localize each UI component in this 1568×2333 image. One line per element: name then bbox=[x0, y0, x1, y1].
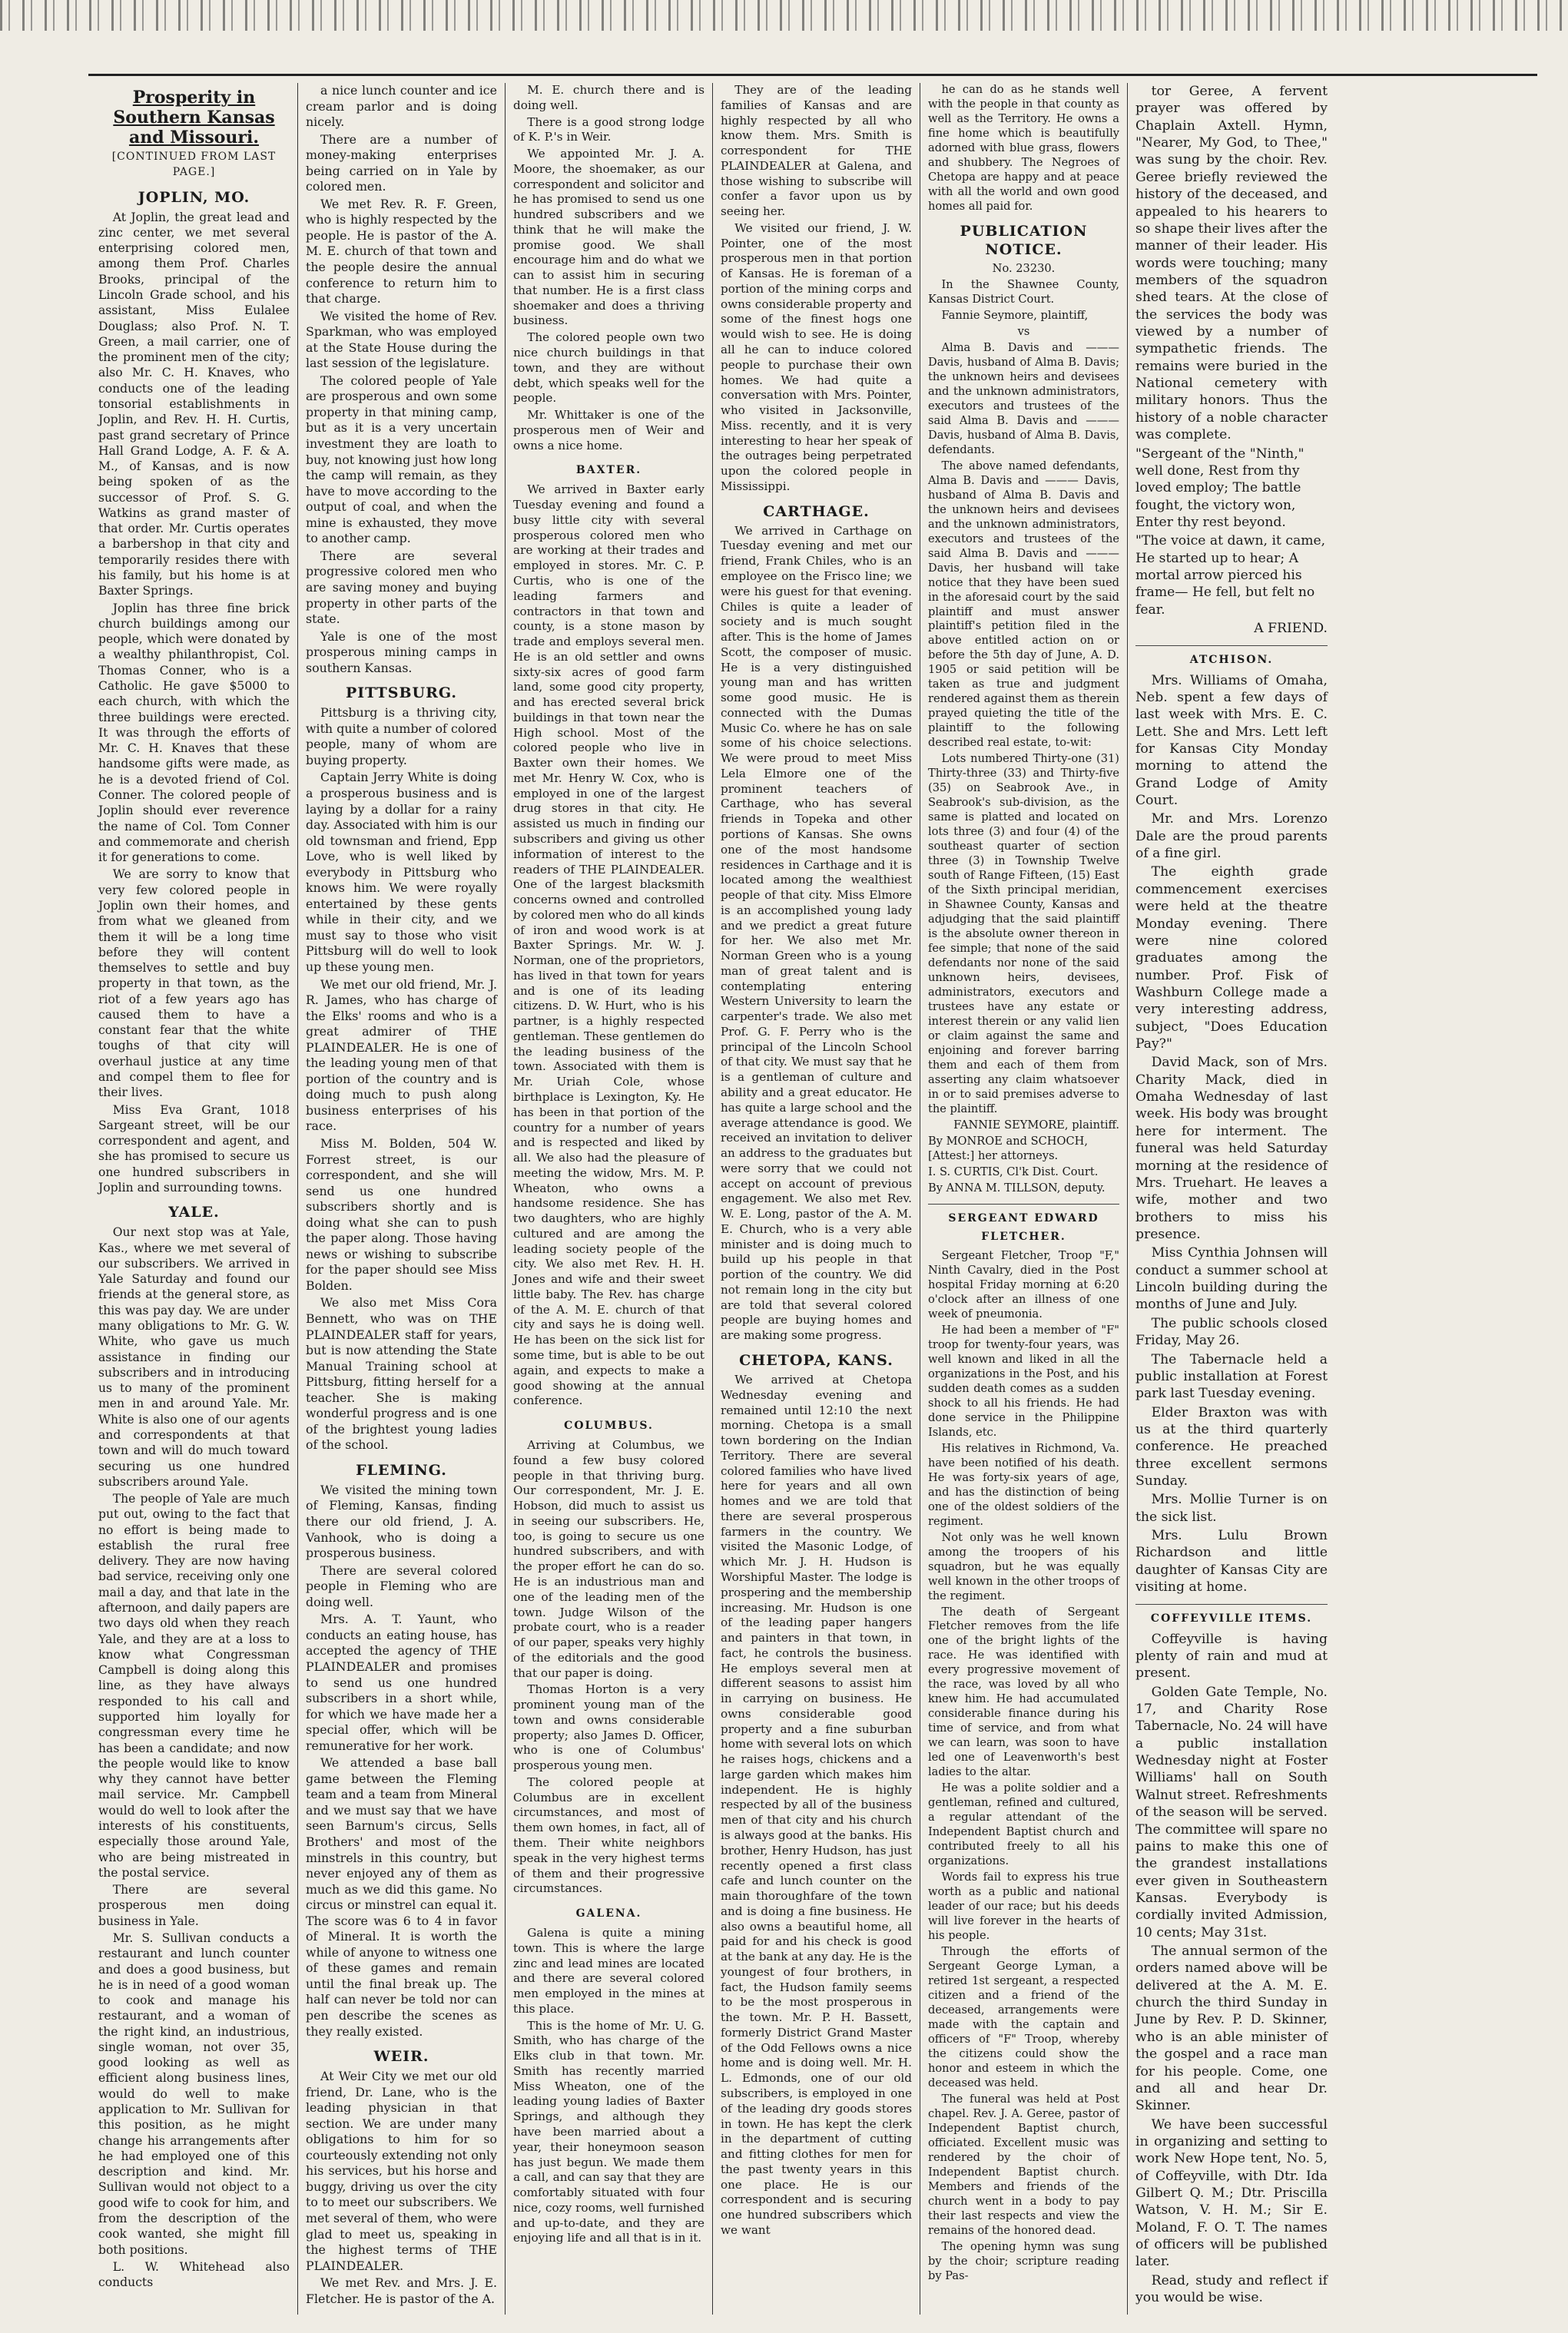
paragraph: Pittsburg is a thriving city, with quite a number of colored people, many of whom are buying property. bbox=[306, 705, 497, 767]
paragraph: The people of Yale are much put out, owing to the fact that no effort is being made to establish the rural free delivery. They are now having bad service, receiving only one mail a day, and that late in the afternoon, and daily papers are two days old when they reach Yale, and they are at a loss to know what Congressman Campbell is doing along this line, as they have always responded to his call and supported him loyally for congressman every time he has been a candidate; and now the people would like to know why they cannot have better mail service. Mr. Campbell would do well to look after the interests of his constituents, especially those around Yale, who are being mistreated in the postal service. bbox=[98, 1492, 290, 1880]
paragraph: We are sorry to know that very few colored people in Joplin own their homes, and from what we gleaned from them it will be a long time before they will content themselves to settle and buy property in that town, as the riot of a few years ago has caused them to have a constant fear that the white toughs of that city will overhaul justice at any time and compel them to flee for their lives. bbox=[98, 867, 290, 1100]
paragraph: This is the home of Mr. U. G. Smith, who has charge of the Elks club in that town. Mr. Smith has recently married Miss Wheaton, one of the leading young ladies of Baxter Springs, and although they have been married about a year, their honeymoon season has just begun. We made them a call, and can say that they are comfortably situated with four nice, cozy rooms, well furnished and up-to-date, and they are enjoying life and all that is in it. bbox=[513, 2018, 704, 2245]
paragraph: We have been successful in organizing and setting to work New Hope tent, No. 5, of Coffeyville, with Dtr. Ida Gilbert Q. M.; Dtr. Priscilla Watson, V. H. M.; Sir E. Moland, F. O. T. The names of officers will be published later. bbox=[1135, 2116, 1328, 2270]
paragraph: Read, study and reflect if you would be wise. bbox=[1135, 2272, 1328, 2306]
paragraph: In the Shawnee County, Kansas District Court. bbox=[928, 277, 1119, 306]
paragraph: Fannie Seymore, plaintiff, bbox=[941, 308, 1089, 322]
verse-line: "Sergeant of the "Ninth," well done, Rest from thy loved employ; The battle fought, the victory won, Enter thy rest beyond. bbox=[1135, 446, 1304, 530]
paragraph: Joplin has three fine brick church buildings among our people, which were donated by a wealthy philanthropist, Col. Thomas Conner, who is a Catholic. He gave $5000 to each church, with which the three buildings were erected. It was through the efforts of Mr. C. H. Knaves that these handsome gifts were made, as he is a devoted friend of Col. Conner. The colored people of Joplin should ever reverence the name of Col. Tom Conner and commemorate and cherish it for generations to come. bbox=[98, 601, 290, 865]
paragraph: We arrived at Chetopa Wednesday evening and remained until 12:10 the next morning. Chetopa is a small town bordering on the Indian Territory. There are several colored families who have lived here for years and all own homes and we are told that there are several prosperous farmers in the country. We visited the Masonic Lodge, of which Mr. J. H. Hudson is Worshipful Master. The lodge is prospering and the membership increasing. Mr. Hudson is one of the leading paper hangers and painters in that town, in fact, he controls the business. He employs several men at different seasons to assist him in carrying on business. He owns considerable good property and a fine suburban home with several lots on which he raises hogs, chickens and a large garden which makes him independent. He is highly respected by all of the business men of that city and his church is always good at the banks. His brother, Henry Hudson, has just recently opened a first class cafe and lunch counter on the main thoroughfare of the town and is doing a fine business. He also owns a beautiful home, all paid for and his check is good at the bank at any day. He is the youngest of four brothers, in fact, the Hudson family seems to be the most prosperous in the town. Mr. P. H. Bassett, formerly District Grand Master of the Odd Fellows owns a nice home and is doing well. Mr. H. L. Edmonds, one of our old subscribers, is employed in one of the leading dry goods stores in town. He has kept the clerk in the department of cutting and fitting clothes for men for the past twenty years in this one place. He is our correspondent and is securing one hundred subscribers which we want bbox=[721, 1373, 912, 2237]
paragraph: The above named defendants, Alma B. Davis and ——— Davis, husband of Alma B. Davis and the unknown heirs and devisees and the unknown administrators, executors and trustees of the said Alma B. Davis and ——— Davis, her husband will take notice that they have been sued in the aforesaid court by the said plaintiff and must answer plaintiff's petition filed in the above entitled action on or before the 5th day of June, A. D. 1905 or said petition will be taken as true and judgment rendered against them as therein prayed quieting the title of the plaintiff to the following described real estate, to-wit: bbox=[928, 459, 1119, 750]
verse-line: "The voice at dawn, it came, He started up to hear; A mortal arrow pierced his frame— He fell, but felt no fear. bbox=[1135, 533, 1326, 618]
paragraph: We met our old friend, Mr. J. R. James, who has charge of the Elks' rooms and who is a great admirer of THE PLAINDEALER. He is one of the leading young men of that portion of the country and is doing much to push along business enterprises of his race. bbox=[306, 976, 497, 1134]
column-2 bbox=[298, 83, 506, 2315]
paragraph: Yale is one of the most prosperous mining camps in southern Kansas. bbox=[306, 628, 497, 675]
column-3-body bbox=[513, 83, 704, 2246]
paragraph: We met Rev. and Mrs. J. E. Fletcher. He is pastor of the A. bbox=[306, 2275, 497, 2306]
verse-line: By MONROE and SCHOCH, [Attest:] her attorneys. bbox=[928, 1134, 1088, 1162]
paragraph: The eighth grade commencement exercises were held at the theatre Monday evening. There were nine colored graduates among the number. Prof. Fisk of Washburn College made a very interesting address, subject, "Does Education Pay?" bbox=[1135, 864, 1328, 1052]
paragraph: We attended a base ball game between the Fleming team and a team from Mineral and we must say that we have seen Barnum's circus, Sells Brothers' and most of the minstrels in this country, but never enjoyed any of them as much as we did this game. No circus or minstrel can equal it. The score was 6 to 4 in favor of Mineral. It is worth the while of anyone to witness one of these games and remain until the final break up. The half can never be told nor can pen describe the scenes as they really existed. bbox=[306, 1755, 497, 2039]
section-subheading: GALENA. bbox=[575, 1907, 642, 1920]
column-4-body bbox=[721, 83, 912, 2239]
columns-container bbox=[91, 83, 1543, 2315]
paragraph: There are several colored people in Fleming who are doing well. bbox=[306, 1563, 497, 1609]
paragraph: Golden Gate Temple, No. 17, and Charity Rose Tabernacle, No. 24 will have a public installation Wednesday night at Foster Williams' hall on South Walnut street. Refreshments of the season will be served. The committee will spare no pains to make this one of the grandest installations ever given in Southeastern Kansas. Everybody is cordially invited Admission, 10 cents; May 31st. bbox=[1135, 1684, 1328, 1940]
paragraph: Words fail to express his true worth as a public and national leader of our race; but his deeds will live forever in the hearts of his people. bbox=[928, 1871, 1119, 1943]
torn-top-edge bbox=[0, 0, 1568, 31]
section-heading: PITTSBURG. bbox=[345, 684, 458, 702]
paragraph: Lots numbered Thirty-one (31) Thirty-three (33) and Thirty-five (35) on Seabrook Ave., in Seabrook's sub-division, as the same is platted and located on lots three (3) and four (4) of the southeast quarter of section three (3) in Township Twelve south of Range Fifteen, (15) East of the Sixth principal meridian, in Shawnee County, Kansas and adjudging that the said plaintiff is the absolute owner thereon in fee simple; that none of the said defendants nor none of the said unknown heirs, devisees, administrators, executors and trustees have any estate or interest therein or any valid lien or claim against the same and enjoining and forever barring them and each of them from asserting any claim whatsoever in or to said premises adverse to the plaintiff. bbox=[928, 752, 1119, 1115]
section-heading: YALE. bbox=[168, 1204, 220, 1221]
paragraph: The death of Sergeant Fletcher removes from the life one of the bright lights of the race. He was identified with every progressive movement of the race, was loved by all who knew him. He had accumulated considerable finance during his time of service, and from what we can learn, was soon to have led one of Leavenworth's best ladies to the altar. bbox=[928, 1605, 1119, 1779]
paragraph: He was a polite soldier and a gentleman, refined and cultured, a regular attendant of the Independent Baptist church and contributed freely to all his organizations. bbox=[928, 1781, 1119, 1868]
section-heading: JOPLIN, MO. bbox=[138, 188, 250, 206]
paragraph: At Joplin, the great lead and zinc center, we met several enterprising colored men, among them Prof. Charles Brooks, principal of the Lincoln Grade school, and his assistant, Miss Eulalee Douglass; also Prof. N. T. Green, a mail carrier, one of the prominent men of the city; also Mr. C. H. Knaves, who conducts one of the leading tonsorial establishments in Joplin, and Rev. H. H. Curtis, past grand secretary of Prince Hall Grand Lodge, A. F. & A. M., of Kansas, and is now being spoken of as the successor of Prof. S. G. Watkins as grand master of that order. Mr. Curtis operates a barbershop in that city and temporarily resides there with his family, but his home is at Baxter Springs. bbox=[98, 210, 290, 598]
paragraph: The colored people own two nice church buildings in that town, and they are without debt, which speaks well for the people. bbox=[513, 330, 704, 406]
paragraph: The Tabernacle held a public installation at Forest park last Tuesday evening. bbox=[1135, 1351, 1328, 1402]
section-heading: FLEMING. bbox=[356, 1461, 447, 1479]
paragraph: Through the efforts of Sergeant George Lyman, a retired 1st sergeant, a respected citizen and a friend of the deceased, arrangements were made with the captain and officers of "F" Troop, whereby the citizens could show the honor and esteem in which the deceased was held. bbox=[928, 1945, 1119, 2089]
paragraph: We arrived in Baxter early Tuesday evening and found a busy little city with several prosperous colored men who are working at their trades and employed in stores. Mr. C. P. Curtis, who is one of the leading farmers and contractors in that town and county, is a stone mason by trade and employs several men. He is an old settler and owns sixty-six acres of good farm land, some good city property, and has erected several brick buildings in that town near the High school. Most of the colored people who live in Baxter own their homes. We met Mr. Henry W. Cox, who is employed in one of the largest drug stores in that city. He assisted us much in finding our subscribers and giving us other information of interest to the readers of THE PLAINDEALER. One of the largest blacksmith concerns owned and controlled by colored men who do all kinds of iron and wood work is at Baxter Springs. Mr. W. J. Norman, one of the proprietors, has lived in that town for years and is one of its leading citizens. D. W. Hurt, who is his partner, is a highly respected gentleman. These gentlemen do the leading business of the town. Associated with them is Mr. Uriah Cole, whose birthplace is Lexington, Ky. He has been in that portion of the country for a number of years and is respected and liked by all. We also had the pleasure of meeting the widow, Mrs. M. P. Wheaton, who owns a handsome residence. She has two daughters, who are highly cultured and are among the leading society people of the city. We also met Rev. H. H. Jones and wife and their sweet little baby. The Rev. has charge of the A. M. E. church of that city and says he is doing well. He has been on the sick list for some time, but is able to be out again, and expects to make a good showing at the annual conference. bbox=[513, 482, 704, 1408]
paragraph: David Mack, son of Mrs. Charity Mack, died in Omaha Wednesday of last week. His body was brought here for interment. The funeral was held Saturday morning at the residence of Mrs. Truehart. He leaves a wife, mother and two brothers to miss his presence. bbox=[1135, 1055, 1328, 1242]
paragraph: We visited our friend, J. W. Pointer, one of the most prosperous men in that portion of Kansas. He is foreman of a portion of the mining corps and owns considerable property and some of the finest hogs one would wish to see. He is doing all he can to induce colored people to purchase their own homes. We had quite a conversation with Mrs. Pointer, who visited in Jacksonville, Miss. recently, and it is very interesting to hear her speak of the outrages being perpetrated upon the colored people in Mississippi. bbox=[721, 220, 912, 493]
paragraph: At Weir City we met our old friend, Dr. Lane, who is the leading physician in that section. We are under many obligations to him for so courteously extending not only his services, but his horse and buggy, driving us over the city to to meet our subscribers. We met several of them, who were glad to meet us, speaking in the highest terms of THE PLAINDEALER. bbox=[306, 2069, 497, 2273]
signature-line: FANNIE SEYMORE, plaintiff. bbox=[953, 1118, 1119, 1132]
paragraph: Not only was he well known among the troopers of his squadron, but he was equally well known in the other troops of the regiment. bbox=[928, 1530, 1119, 1602]
paragraph: tor Geree, A fervent prayer was offered by Chaplain Axtell. Hymn, "Nearer, My God, to Thee," was sung by the choir. Rev. Geree briefly reviewed the history of the deceased, and appealed to his hearers to so shape their lives after the manner of their leader. His words were touching; many members of the squadron shed tears. At the close of the services the body was viewed by a number of sympathetic friends. The remains were buried in the National cemetery with military honors. Thus the history of a noble character was complete. bbox=[1135, 84, 1328, 443]
signature-line: A FRIEND. bbox=[1254, 621, 1328, 637]
paragraph: Mrs. Lulu Brown Richardson and little daughter of Kansas City are visiting at home. bbox=[1135, 1528, 1328, 1596]
column-5-body bbox=[928, 83, 1119, 2284]
column-5 bbox=[920, 83, 1128, 2315]
paragraph: We visited the home of Rev. Sparkman, who was employed at the State House during the last session of the legislature. bbox=[306, 308, 497, 371]
paragraph: Galena is quite a mining town. This is where the large zinc and lead mines are located and there are several colored men employed in the mines at this place. bbox=[513, 1926, 704, 2016]
column-1-body bbox=[98, 188, 290, 2291]
column-4 bbox=[713, 83, 920, 2315]
main-headline: Prosperity in Southern Kansas and Missouri. bbox=[113, 88, 275, 147]
section-heading: CHETOPA, KANS. bbox=[739, 1352, 893, 1370]
section-heading: WEIR. bbox=[373, 2048, 429, 2066]
paragraph: Mr. and Mrs. Lorenzo Dale are the proud parents of a fine girl. bbox=[1135, 811, 1328, 862]
column-2-body bbox=[306, 83, 497, 2307]
paragraph: Mrs. A. T. Yaunt, who conducts an eating house, has accepted the agency of THE PLAINDEALER and promises to send us one hundred subscribers in a short while, for which we have made her a special offer, which will be remunerative for her work. bbox=[306, 1612, 497, 1753]
paragraph: M. E. church there and is doing well. bbox=[513, 83, 704, 112]
paragraph: They are of the leading families of Kansas and are highly respected by all who know them. Mrs. Smith is correspondent for THE PLAINDEALER at Galena, and those wishing to subscribe will confer a favor upon us by seeing her. bbox=[721, 83, 912, 219]
paragraph: Captain Jerry White is doing a prosperous business and is laying by a dollar for a rainy day. Associated with him is our old townsman and friend, Epp Love, who is well liked by everybody in Pittsburg who knows him. We were royally entertained by these gents while in their city, and we must say to those who visit Pittsburg will do well to look up these young men. bbox=[306, 770, 497, 974]
continued-note: [CONTINUED FROM LAST PAGE.] bbox=[111, 151, 277, 179]
paragraph: There are several prosperous men doing business in Yale. bbox=[98, 1883, 290, 1928]
section-subheading: BAXTER. bbox=[575, 464, 642, 477]
section-subheading: COLUMBUS. bbox=[564, 1420, 654, 1433]
paragraph: The colored people at Columbus are in excellent circumstances, and most of them own homes, in fact, all of them. Their white neighbors speak in the very highest terms of them and their progressive circumstances. bbox=[513, 1775, 704, 1896]
paragraph: Mr. Whittaker is one of the prosperous men of Weir and owns a nice home. bbox=[513, 408, 704, 452]
paragraph: Miss Cynthia Johnsen will conduct a summer school at Lincoln building during the months of June and July. bbox=[1135, 1245, 1328, 1313]
section-heading: CARTHAGE. bbox=[763, 502, 870, 520]
paragraph: Our next stop was at Yale, Kas., where we met several of our subscribers. We arrived in Yale Saturday and found our friends at the general store, as this was pay day. We are under many obligations to Mr. G. W. White, who gave us much assistance in finding our subscribers and in introducing us to many of the prominent men in and around Yale. Mr. White is also one of our agents and correspondents at that town and will do much toward securing us one hundred subscribers around Yale. bbox=[98, 1225, 290, 1489]
section-heading: PUBLICATION NOTICE. bbox=[960, 222, 1088, 258]
verse-line: By ANNA M. TILLSON, deputy. bbox=[928, 1181, 1106, 1195]
paragraph: Mrs. Mollie Turner is on the sick list. bbox=[1135, 1492, 1328, 1525]
paragraph: His relatives in Richmond, Va. have been notified of his death. He was forty-six years of age, and has the distinction of being one of the oldest soldiers of the regiment. bbox=[928, 1441, 1119, 1528]
paragraph: The opening hymn was sung by the choir; scripture reading by Pas- bbox=[928, 2239, 1119, 2282]
paragraph: There is a good strong lodge of K. P.'s in Weir. bbox=[513, 114, 704, 144]
paragraph: The funeral was held at Post chapel. Rev. J. A. Geree, pastor of Independent Baptist church, officiated. Excellent music was rendered by the choir of Independent Baptist church. Members and friends of the church went in a body to pay their last respects and view the remains of the honored dead. bbox=[928, 2092, 1119, 2237]
paragraph: a nice lunch counter and ice cream parlor and is doing nicely. bbox=[306, 83, 497, 130]
paragraph: Arriving at Columbus, we found a few busy colored people in that thriving burg. Our correspondent, Mr. J. E. Hobson, did much to assist us in seeing our subscribers. He, too, is going to secure us one hundred subscribers, and with the proper effort he can do so. He is an industrious man and one of the leading men of the town. Judge Wilson of the probate court, who is a reader of our paper, speaks very highly of the editorials and the good that our paper is doing. bbox=[513, 1438, 704, 1680]
paragraph: He had been a member of "F" troop for twenty-four years, was well known and liked in all the organizations in the Post, and his sudden death comes as a sudden shock to all his friends. He had done service in the Philippine Islands, etc. bbox=[928, 1323, 1119, 1439]
paragraph: Mrs. Williams of Omaha, Neb. spent a few days of last week with Mrs. E. C. Lett. She and Mrs. Lett left for Kansas City Monday morning to attend the Grand Lodge of Amity Court. bbox=[1135, 672, 1328, 809]
paragraph: Mr. S. Sullivan conducts a restaurant and lunch counter and does a good business, but he is in need of a good woman to cook and manage his restaurant, and a woman of the right kind, an industrious, single woman, not over 35, good looking as well as efficient along business lines, would do well to make application to Mr. Sullivan for this position, as he might change his arrangements after he had employed one of this description and kind. Mr. Sullivan would not object to a good wife to cook for him, and from the description of the cook wanted, she might fill both positions. bbox=[98, 1930, 290, 2257]
paragraph: Elder Braxton was with us at the third quarterly conference. He preached three excellent sermons Sunday. bbox=[1135, 1404, 1328, 1490]
paragraph: L. W. Whitehead also conducts bbox=[98, 2259, 290, 2290]
paragraph: There are a number of money-making enterprises being carried on in Yale by colored men. bbox=[306, 131, 497, 194]
verse-line: I. S. CURTIS, Cl'k Dist. Court. bbox=[928, 1165, 1099, 1178]
paragraph: The colored people of Yale are prosperous and own some property in that mining camp, but as it is a very uncertain investment they are loath to buy, not knowing just how long the camp will remain, as they have to move according to the output of coal, and when the mine is exhausted, they move to another camp. bbox=[306, 373, 497, 546]
paragraph: Sergeant Fletcher, Troop "F," Ninth Cavalry, died in the Post hospital Friday morning at 6:20 o'clock after an illness of one week of pneumonia. bbox=[928, 1248, 1119, 1321]
section-subheading: ATCHISON. bbox=[1135, 645, 1328, 669]
paragraph: We also met Miss Cora Bennett, who was on THE PLAINDEALER staff for years, but is now attending the State Manual Training school at Pittsburg, fitting herself for a teacher. She is making wonderful progress and is one of the brightest young ladies of the school. bbox=[306, 1295, 497, 1453]
column-3 bbox=[506, 83, 713, 2315]
paragraph: There are several progressive colored men who are saving money and buying property in other parts of the state. bbox=[306, 548, 497, 627]
centered-line: vs bbox=[1017, 324, 1030, 338]
paragraph: Thomas Horton is a very prominent young man of the town and owns considerable property; also James D. Officer, who is one of Columbus' prosperous young men. bbox=[513, 1682, 704, 1773]
paragraph: We met Rev. R. F. Green, who is highly respected by the people. He is pastor of the A. M. E. church of that town and the people desire the annual conference to return him to that charge. bbox=[306, 196, 497, 307]
paragraph: Miss M. Bolden, 504 W. Forrest street, is our correspondent, and she will send us one hundred subscribers shortly and is doing what she can to push the paper along. Those having news or wishing to subscribe for the paper should see Miss Bolden. bbox=[306, 1136, 497, 1293]
column-6-body bbox=[1135, 83, 1328, 2307]
paragraph: We arrived in Carthage on Tuesday evening and met our friend, Frank Chiles, who is an employee on the Frisco line; we were his guest for that evening. Chiles is quite a leader of society and is much sought after. This is the home of James Scott, the composer of music. He is a very distinguished young man and has written some good music. He is connected with the Dumas Music Co. where he has on sale some of his choice selections. We were proud to meet Miss Lela Elmore one of the prominent teachers of Carthage, who has several friends in Topeka and other portions of Kansas. She owns one of the most handsome residences in Carthage and it is located among the wealthiest people of that city. Miss Elmore is an accomplished young lady and we predict a great future for her. We also met Mr. Norman Green who is a young man of great talent and is contemplating entering Western University to learn the carpenter's trade. We also met Prof. G. F. Perry who is the principal of the Lincoln School of that city. We must say that he is a gentleman of culture and ability and a great educator. He has quite a large school and the average attendance is good. We received an invitation to deliver an address to the graduates but were sorry that we could not accept on account of previous engagement. We also met Rev. W. E. Long, pastor of the A. M. E. Church, who is a very able minister and is doing much to build up his people in that portion of the country. We did not remain long in the city but are told that several colored people are buying homes and are making some progress. bbox=[721, 523, 912, 1343]
column-6 bbox=[1128, 83, 1335, 2315]
paragraph: The annual sermon of the orders named above will be delivered at the A. M. E. church the third Sunday in June by Rev. P. D. Skinner, who is an able minister of the gospel and a race man for his people. Come, one and all and hear Dr. Skinner. bbox=[1135, 1944, 1328, 2114]
top-rule bbox=[88, 74, 1537, 76]
paragraph: We appointed Mr. J. A. Moore, the shoemaker, as our correspondent and solicitor and he has promised to send us one hundred subscribers and we think that he will make the promise good. We shall encourage him and do what we can to assist him in securing that number. He is a first class shoemaker and does a thriving business. bbox=[513, 147, 704, 328]
paragraph: Miss Eva Grant, 1018 Sargeant street, will be our correspondent and agent, and she has promised to secure us one hundred subscribers in Joplin and surrounding towns. bbox=[98, 1102, 290, 1195]
column-1 bbox=[91, 83, 298, 2315]
paragraph: The public schools closed Friday, May 26. bbox=[1135, 1315, 1328, 1349]
paragraph: he can do as he stands well with the people in that county as well as the Territory. He owns a fine home which is beautifully adorned with blue grass, flowers and shubbery. The Negroes of Chetopa are happy and at peace with all the world and own good homes all paid for. bbox=[928, 83, 1119, 213]
paragraph: Alma B. Davis and ——— Davis, husband of Alma B. Davis; the unknown heirs and devisees and the unknown administrators, executors and trustees of the said Alma B. Davis and ——— Davis, husband of Alma B. Davis, defendants. bbox=[928, 340, 1119, 456]
section-subheading: COFFEYVILLE ITEMS. bbox=[1135, 1604, 1328, 1628]
section-subheading: SERGEANT EDWARD FLETCHER. bbox=[928, 1204, 1119, 1246]
paragraph: We visited the mining town of Fleming, Kansas, finding there our old friend, J. A. Vanhook, who is doing a prosperous business. bbox=[306, 1482, 497, 1561]
paragraph: Coffeyville is having plenty of rain and mud at present. bbox=[1135, 1631, 1328, 1682]
centered-line: No. 23230. bbox=[992, 261, 1056, 275]
